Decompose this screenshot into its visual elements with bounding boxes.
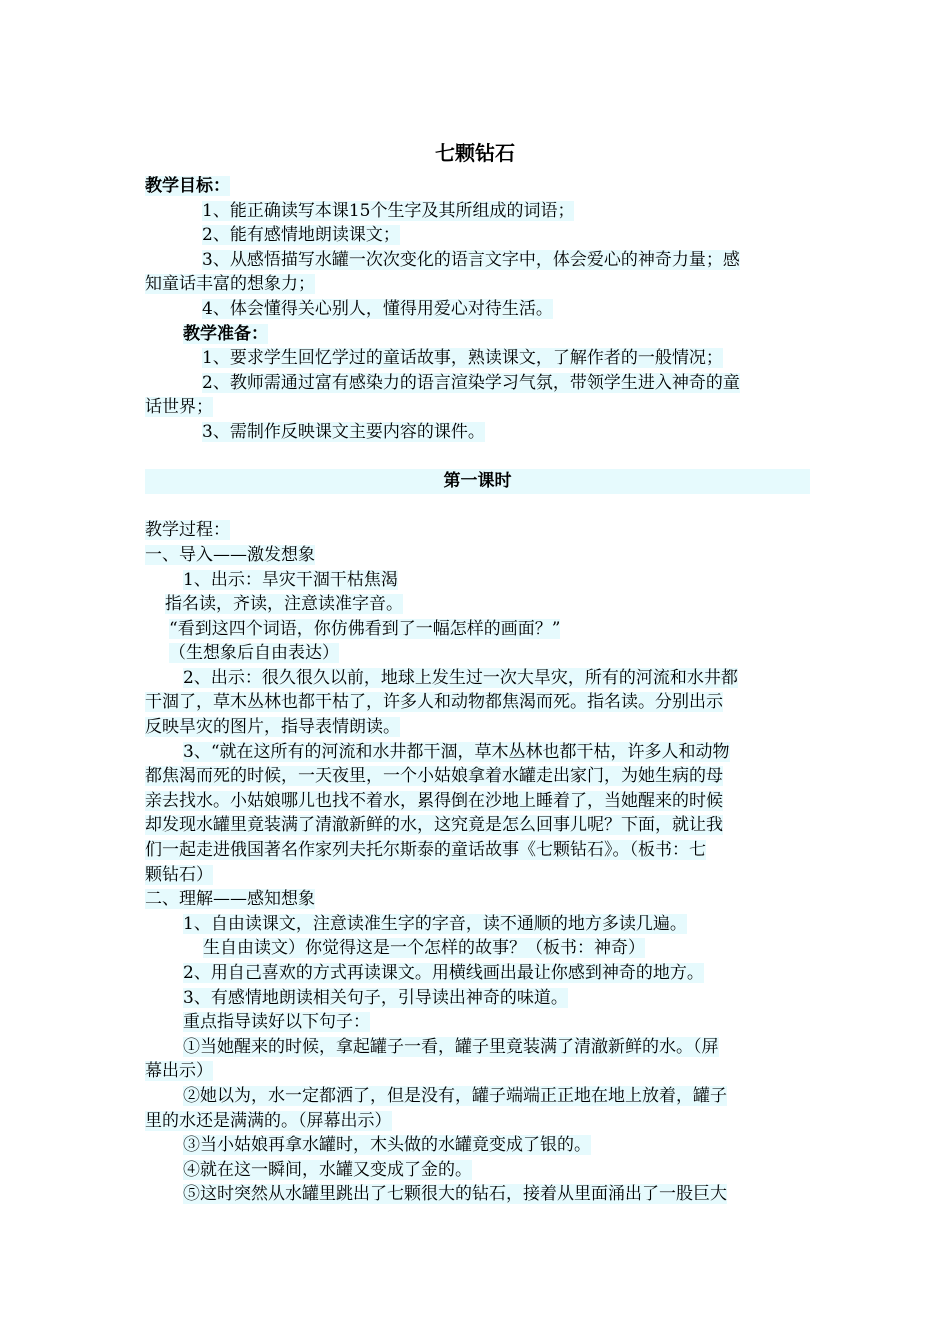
paragraph-line: 里的水还是满满的。（屏幕出示） bbox=[145, 1110, 392, 1131]
paragraph-line: 亲去找水。小姑娘哪儿也找不着水，累得倒在沙地上睡着了，当她醒来的时候 bbox=[145, 790, 723, 811]
paragraph-line: 3、有感情地朗读相关句子，引导读出神奇的味道。 bbox=[183, 987, 568, 1008]
paragraph-line: 1、自由读课文，注意读准生字的字音，读不通顺的地方多读几遍。 bbox=[183, 913, 687, 934]
paragraph-line: 生自由读文）你觉得这是一个怎样的故事？（板书：神奇） bbox=[203, 938, 645, 959]
paragraph-line: ①当她醒来的时候，拿起罐子一看，罐子里竟装满了清澈新鲜的水。（屏 bbox=[183, 1036, 719, 1057]
paragraph-line: ②她以为，水一定都洒了，但是没有，罐子端端正正地在地上放着，罐子 bbox=[183, 1085, 727, 1106]
paragraph-line: ③当小姑娘再拿水罐时，木头做的水罐竟变成了银的。 bbox=[183, 1135, 591, 1156]
objective-item: 2、能有感情地朗读课文； bbox=[202, 225, 400, 246]
paragraph-line: 3、“就在这所有的河流和水井都干涸，草木丛林也都干枯，许多人和动物 bbox=[183, 741, 730, 762]
objective-item: 1、能正确读写本课15个生字及其所组成的词语； bbox=[202, 200, 575, 221]
objective-item: 4、体会懂得关心别人，懂得用爱心对待生活。 bbox=[202, 298, 553, 319]
paragraph-line: 干涸了，草木丛林也都干枯了，许多人和动物都焦渴而死。指名读。分别出示 bbox=[145, 692, 723, 713]
section-title: 一、导入——激发想象 bbox=[145, 544, 315, 565]
objectives-heading: 教学目标： bbox=[145, 176, 230, 196]
paragraph-line: 反映旱灾的图片，指导表情朗读。 bbox=[145, 717, 400, 738]
document-body bbox=[145, 174, 810, 1207]
paragraph-line: 们一起走进俄国著名作家列夫托尔斯泰的童话故事《七颗钻石》。（板书：七 bbox=[145, 840, 706, 861]
paragraph-line: 1、出示：旱灾干涸干枯焦渴 bbox=[183, 569, 398, 590]
paragraph-line: （生想象后自由表达） bbox=[169, 643, 339, 664]
preparation-item: 1、要求学生回忆学过的童话故事，熟读课文，了解作者的一般情况； bbox=[202, 348, 723, 369]
preparation-item: 话世界； bbox=[145, 397, 213, 418]
paragraph-line: 指名读，齐读，注意读准字音。 bbox=[165, 594, 403, 615]
paragraph-line: ⑤这时突然从水罐里跳出了七颗很大的钻石，接着从里面涌出了一股巨大 bbox=[183, 1184, 727, 1205]
preparation-item: 3、需制作反映课文主要内容的课件。 bbox=[202, 421, 485, 442]
paragraph-line: 颗钻石） bbox=[145, 864, 213, 885]
paragraph-line: “看到这四个词语，你仿佛看到了一幅怎样的画面？” bbox=[169, 618, 561, 639]
objective-item: 知童话丰富的想象力； bbox=[145, 274, 315, 295]
document-title: 七颗钻石 bbox=[435, 141, 515, 165]
preparation-heading: 教学准备： bbox=[183, 323, 268, 344]
paragraph-line: ④就在这一瞬间，水罐又变成了金的。 bbox=[183, 1159, 472, 1180]
preparation-item: 2、教师需通过富有感染力的语言渲染学习气氛，带领学生进入神奇的童 bbox=[202, 372, 740, 393]
objective-item: 3、从感悟描写水罐一次次变化的语言文字中，体会爱心的神奇力量；感 bbox=[202, 249, 740, 270]
paragraph-line: 2、用自己喜欢的方式再读课文。用横线画出最让你感到神奇的地方。 bbox=[183, 963, 704, 983]
paragraph-line: 2、出示：很久很久以前，地球上发生过一次大旱灾，所有的河流和水井都 bbox=[183, 667, 738, 688]
paragraph-line: 都焦渴而死的时候，一天夜里，一个小姑娘拿着水罐走出家门，为她生病的母 bbox=[145, 766, 723, 787]
paragraph-line: 却发现水罐里竟装满了清澈新鲜的水，这究竟是怎么回事儿呢？下面，就让我 bbox=[145, 815, 723, 836]
process-label: 教学过程： bbox=[145, 520, 230, 541]
paragraph-line: 重点指导读好以下句子： bbox=[183, 1012, 370, 1033]
section-title: 二、理解——感知想象 bbox=[145, 889, 315, 910]
lesson-heading: 第一课时 bbox=[145, 469, 810, 494]
paragraph-line: 幕出示） bbox=[145, 1061, 213, 1082]
